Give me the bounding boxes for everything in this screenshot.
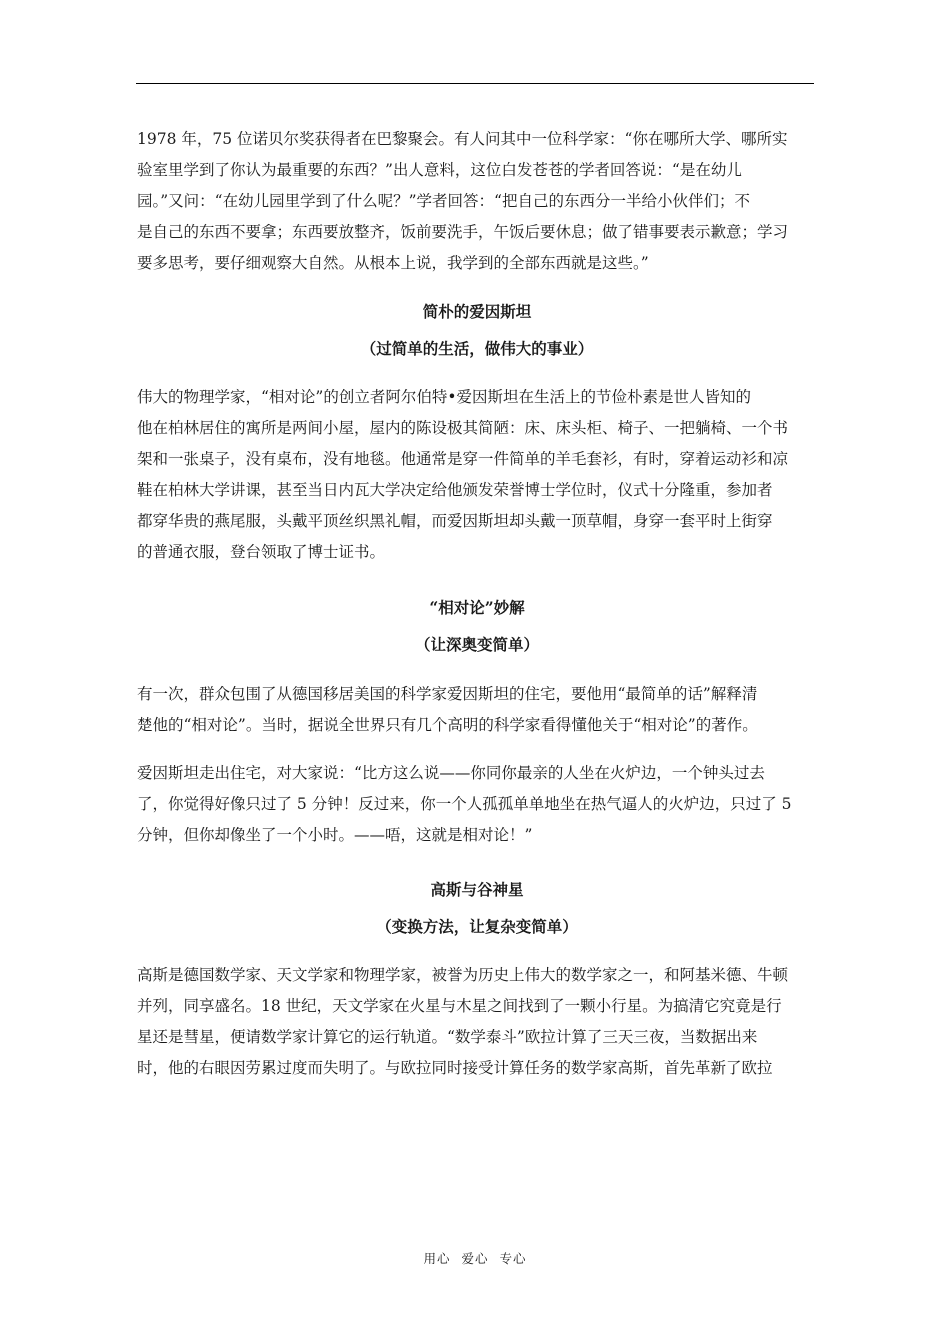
relativity-paragraph-2 xyxy=(137,758,817,851)
document-body xyxy=(137,124,817,1084)
section-title-einstein: 简朴的爱因斯坦 xyxy=(422,302,532,321)
gauss-paragraph xyxy=(137,960,817,1084)
text-line: 鞋在柏林大学讲课，甚至当日内瓦大学决定给他颁发荣誉博士学位时，仪式十分隆重，参加者 xyxy=(137,481,773,499)
text-line: 有一次，群众包围了从德国移居美国的科学家爱因斯坦的住宅，要他用“最简单的话”解释清 xyxy=(137,685,758,703)
text-line: 伟大的物理学家，“相对论”的创立者阿尔伯特•爱因斯坦在生活上的节俭朴素是世人皆知的 xyxy=(137,388,751,406)
text-line: 时，他的右眼因劳累过度而失明了。与欧拉同时接受计算任务的数学家高斯，首先革新了欧拉 xyxy=(137,1059,773,1077)
text-line: 要多思考，要仔细观察大自然。从根本上说，我学到的全部东西就是这些。” xyxy=(137,254,649,272)
text-line: 星还是彗星，便请数学家计算它的运行轨道。“数学泰斗”欧拉计算了三天三夜，当数据出来 xyxy=(137,1028,758,1046)
text-line: 架和一张桌子，没有桌布，没有地毯。他通常是穿一件简单的羊毛套衫，有时，穿着运动衫和凉 xyxy=(137,450,789,468)
text-line: 楚他的“相对论”。当时，据说全世界只有几个高明的科学家看得懂他关于“相对论”的著作。 xyxy=(137,716,758,734)
text-line: 园。”又问：“在幼儿园里学到了什么呢？”学者回答：“把自己的东西分一半给小伙伴们；不 xyxy=(137,192,750,210)
text-line: 验室里学到了你认为最重要的东西？”出人意料，这位白发苍苍的学者回答说：“是在幼儿 xyxy=(137,161,742,179)
text-line: 了，你觉得好像只过了 5 分钟！反过来，你一个人孤孤单单地坐在热气逼人的火炉边，只过了 5 xyxy=(137,795,792,813)
text-line: 是自己的东西不要拿；东西要放整齐，饭前要洗手，午饭后要休息；做了错事要表示歉意；学习 xyxy=(137,223,789,241)
section-subtitle-relativity: （让深奥变简单） xyxy=(414,635,539,654)
text-line: 高斯是德国数学家、天文学家和物理学家，被誉为历史上伟大的数学家之一，和阿基米德、牛顿 xyxy=(137,966,789,984)
text-line: 分钟，但你却像坐了一个小时。——唔，这就是相对论！” xyxy=(137,826,533,844)
section-title-relativity: “相对论”妙解 xyxy=(429,598,525,617)
page-footer: 用心 爱心 专心 xyxy=(423,1251,527,1266)
text-line: 1978 年，75 位诺贝尔奖获得者在巴黎聚会。有人问其中一位科学家：“你在哪所大学、哪所实 xyxy=(137,130,788,148)
section-title-gauss: 高斯与谷神星 xyxy=(430,880,524,899)
einstein-paragraph xyxy=(137,382,817,568)
section-subtitle-einstein: （过简单的生活，做伟大的事业） xyxy=(360,339,594,358)
text-line: 爱因斯坦走出住宅，对大家说：“比方这么说——你同你最亲的人坐在火炉边，一个钟头过去 xyxy=(137,764,765,782)
text-line: 的普通衣服，登台领取了博士证书。 xyxy=(137,543,386,561)
text-line: 都穿华贵的燕尾服，头戴平顶丝织黑礼帽，而爱因斯坦却头戴一顶草帽，身穿一套平时上街穿 xyxy=(137,512,773,530)
text-line: 并列，同享盛名。18 世纪，天文学家在火星与木星之间找到了一颗小行星。为搞清它究竟是行 xyxy=(137,997,782,1015)
relativity-paragraph-1 xyxy=(137,679,817,741)
intro-paragraph xyxy=(137,124,817,279)
section-subtitle-gauss: （变换方法，让复杂变简单） xyxy=(376,917,578,936)
text-line: 他在柏林居住的寓所是两间小屋，屋内的陈设极其简陋：床、床头柜、椅子、一把躺椅、一个书 xyxy=(137,419,789,437)
header-rule xyxy=(136,83,814,84)
